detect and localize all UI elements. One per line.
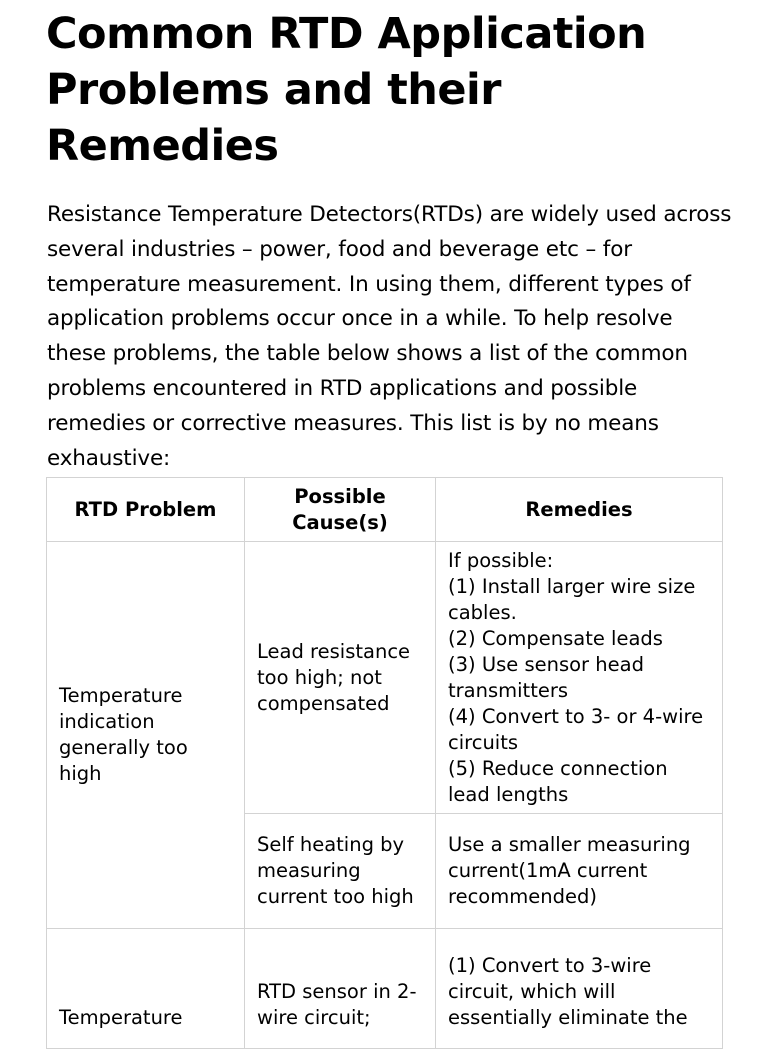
- table-row: [47, 542, 723, 814]
- remedy-text: (1) Convert to 3-wire circuit, which will essentially eliminate the: [448, 954, 688, 1029]
- header-remedies: Remedies: [436, 478, 723, 542]
- table-header-row: [47, 478, 723, 542]
- cause-cell: [245, 929, 436, 1049]
- rtd-problems-table: [46, 477, 723, 1049]
- cause-cell: Self heating by measuring current too high: [245, 814, 436, 929]
- header-possible-causes: Possible Cause(s): [245, 478, 436, 542]
- table-row: [47, 929, 723, 1049]
- problem-text: Temperature: [59, 1006, 183, 1029]
- remedy-cell: Use a smaller measuring current(1mA current recommended): [436, 814, 723, 929]
- problem-cell: [47, 929, 245, 1049]
- cause-cell: Lead resistance too high; not compensated: [245, 542, 436, 814]
- cause-text: RTD sensor in 2-wire circuit;: [257, 980, 417, 1029]
- header-rtd-problem: RTD Problem: [47, 478, 245, 542]
- problem-cell: Temperature indication generally too high: [47, 542, 245, 929]
- remedy-cell: If possible: (1) Install larger wire size cables. (2) Compensate leads (3) Use sensor head transmitters (4) Convert to 3- or 4-wire circuits (5) Reduce connection lead lengths: [436, 542, 723, 814]
- remedy-cell: [436, 929, 723, 1049]
- page-title: Common RTD Application Problems and their Remedies: [46, 9, 647, 171]
- intro-paragraph: Resistance Temperature Detectors(RTDs) are widely used across several industries – power, food and beverage etc – for temperature measurement. In using them, different types of application problems occur once in a while. To help resolve these problems, the table below shows a list of the common problems encountered in RTD applications and possible remedies or corrective measures. This list is by no means exhaustive:: [47, 202, 732, 471]
